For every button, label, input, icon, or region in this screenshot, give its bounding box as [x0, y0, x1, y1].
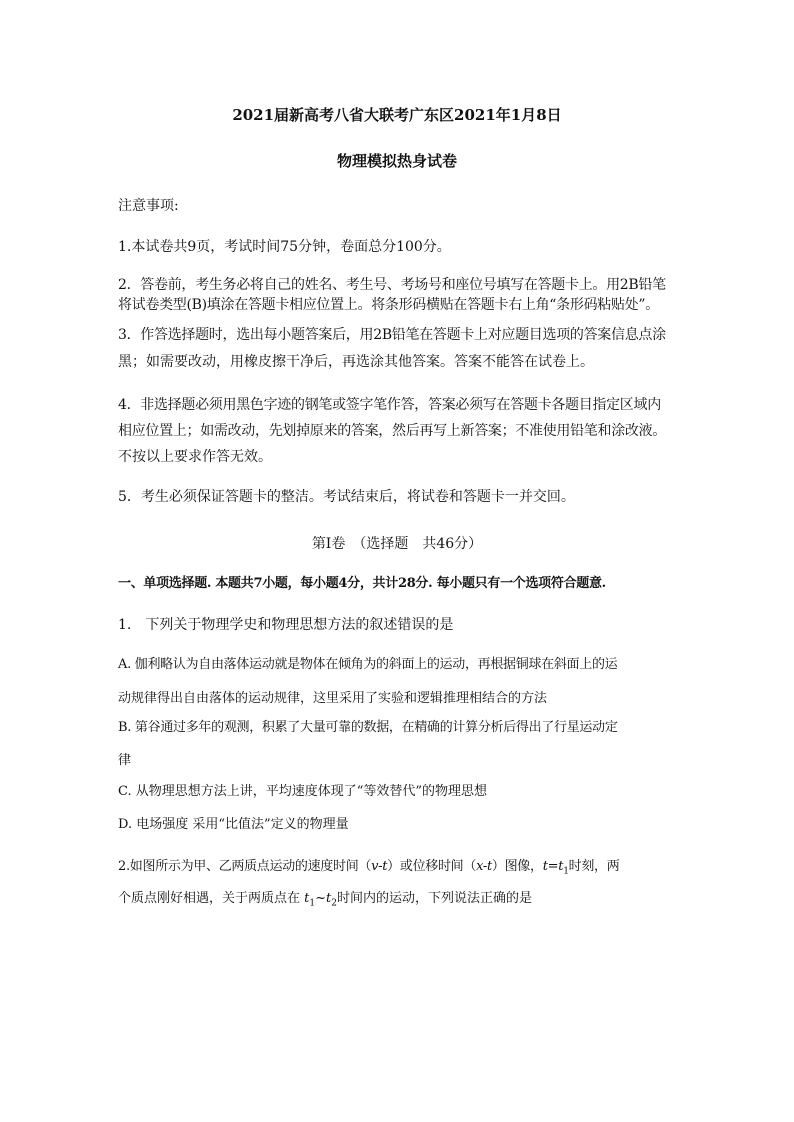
question-1-option-a-line-1: A. 伽利略认为自由落体运动就是物体在倾角为的斜面上的运动，再根据铜球在斜面上的运 — [118, 657, 618, 672]
exam-subtitle: 物理模拟热身试卷 — [336, 152, 457, 170]
notice-item-4-line-2: 相应位置上；如需改动，先划掉原来的答案，然后再写上新答案；不准使用铅笔和涂改液。 — [118, 423, 666, 439]
question-2-stem-line-2: 个质点刚好相遇，关于两质点在 $t_1\sim t_2$时间内的运动，下列说法正确的是 — [118, 891, 532, 909]
question-1-option-b-line-2: 律 — [118, 753, 132, 768]
question-1-option-c: C. 从物理思想方法上讲，平均速度体现了“等效替代”的物理思想 — [118, 784, 488, 799]
notice-item-3-line-2: 黑；如需要改动，用橡皮擦干净后，再选涂其他答案。答案不能答在试卷上。 — [118, 354, 594, 370]
part-heading: 一、单项选择题. 本题共7小题，每小题4分，共计28分. 每小题只有一个选项符合题意. — [118, 576, 606, 591]
section-title: 第Ⅰ卷 （选择题 共46分） — [311, 536, 483, 552]
notice-item-4-line-3: 不按以上要求作答无效。 — [118, 449, 272, 465]
notice-item-5: 5．考生必须保证答题卡的整洁。考试结束后，将试卷和答题卡一并交回。 — [118, 489, 575, 505]
exam-title: 2021届新高考八省大联考广东区2021年1月8日 — [232, 106, 562, 124]
question-1-option-b-line-1: B. 第谷通过多年的观测，积累了大量可靠的数据，在精确的计算分析后得出了行星运动定 — [118, 720, 618, 735]
question-1-stem: 1. 下列关于物理学史和物理思想方法的叙述错误的是 — [118, 617, 454, 633]
question-1-option-d: D. 电场强度 采用“比值法”定义的物理量 — [118, 817, 349, 832]
notice-item-3-line-1: 3．作答选择题时，选出每小题答案后，用2B铅笔在答题卡上对应题目选项的答案信息点涂 — [118, 327, 666, 343]
question-2-stem-line-1: 2.如图所示为甲、乙两质点运动的速度时间（v-t）或位移时间（x-t）图像，$t=t_1$时刻，两 — [118, 859, 620, 877]
notice-item-2-line-1: 2．答卷前，考生务必将自己的姓名、考生号、考场号和座位号填写在答题卡上。用2B铅笔 — [118, 277, 666, 293]
question-1-option-a-line-2: 动规律得出自由落体的运动规律，这里采用了实验和逻辑推理相结合的方法 — [118, 691, 548, 706]
notice-item-4-line-1: 4．非选择题必须用黑色字迹的钢笔或签字笔作答，答案必须写在答题卡各题目指定区域内 — [118, 397, 661, 413]
notice-item-1: 1.本试卷共9页，考试时间75分钟，卷面总分100分。 — [118, 239, 451, 255]
notice-heading: 注意事项: — [118, 198, 179, 214]
notice-item-2-line-2: 将试卷类型(B)填涂在答题卡相应位置上。将条形码横贴在答题卡右上角“条形码粘贴处”。 — [118, 297, 659, 313]
